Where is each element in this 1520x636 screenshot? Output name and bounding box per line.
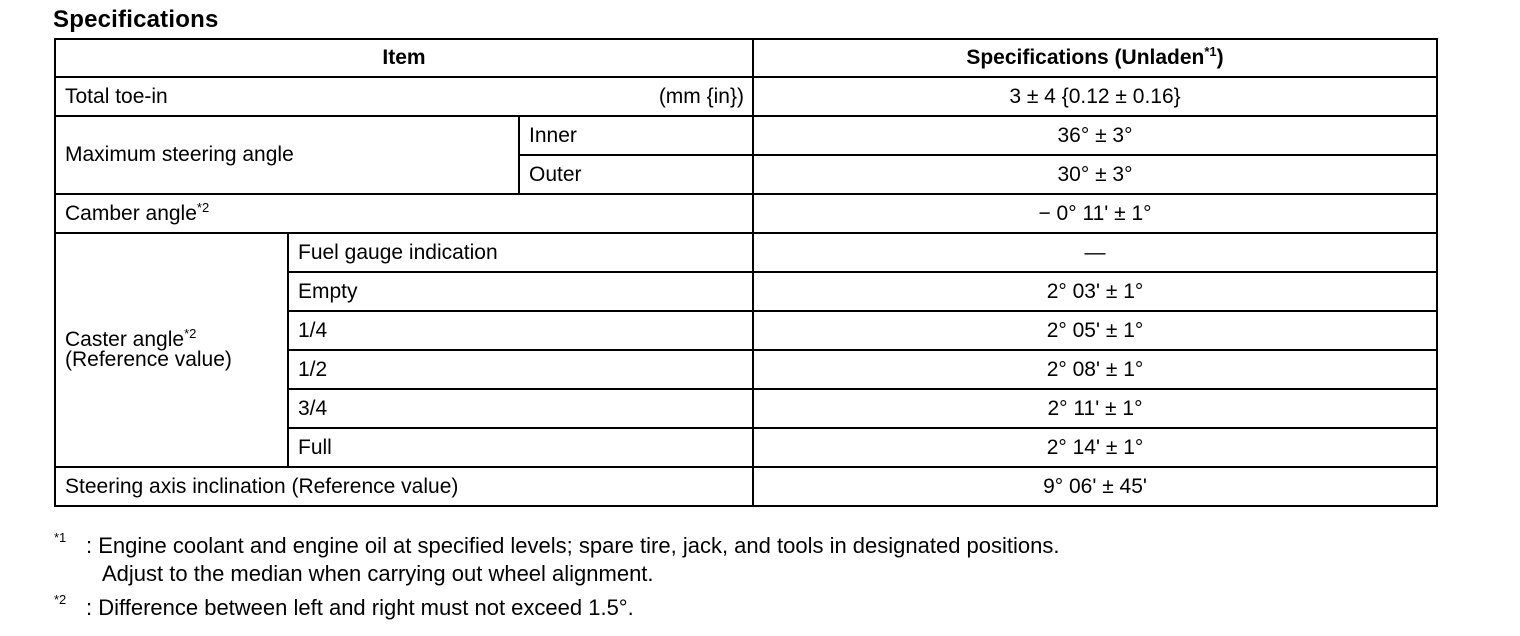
table-header-row	[55, 39, 1437, 77]
footnotes	[54, 532, 1060, 622]
caster-label-reference: (Reference value)	[65, 348, 232, 371]
camber-label-cell	[55, 194, 753, 233]
footnote-2-mark-text: *2	[54, 592, 67, 607]
header-spec-close: )	[1216, 46, 1224, 69]
axis-inclination-label: Steering axis inclination (Reference value)	[55, 467, 753, 506]
footnote-1	[54, 532, 1060, 588]
footnote-2-line1: : Difference between left and right must not exceed 1.5°.	[86, 595, 634, 620]
footnote-1-line1: : Engine coolant and engine oil at specified levels; spare tire, jack, and tools in designated positions.	[86, 533, 1060, 558]
table-row	[55, 116, 1437, 155]
header-spec-text: Specifications (Unladen	[966, 46, 1205, 69]
page-title: Specifications	[53, 6, 219, 33]
steering-angle-label: Maximum steering angle	[55, 116, 519, 194]
header-specifications	[753, 39, 1437, 77]
specifications-table	[54, 38, 1438, 507]
table-row	[55, 233, 1437, 272]
footnote-1-mark-text: *1	[54, 530, 67, 545]
footnote-2-mark	[54, 594, 66, 622]
caster-sub-label: 1/2	[288, 350, 753, 389]
footnote-1-line2: Adjust to the median when carrying out wheel alignment.	[102, 561, 654, 586]
steering-inner-label: Inner	[519, 116, 753, 155]
steering-outer-label: Outer	[519, 155, 753, 194]
caster-sub-value: 2° 08' ± 1°	[753, 350, 1437, 389]
footnote-2	[54, 594, 1060, 622]
footnote-1-mark	[54, 532, 66, 560]
caster-sub-label: 1/4	[288, 311, 753, 350]
axis-inclination-value: 9° 06' ± 45'	[753, 467, 1437, 506]
caster-sub-value: 2° 14' ± 1°	[753, 428, 1437, 467]
steering-inner-value: 36° ± 3°	[753, 116, 1437, 155]
caster-sub-value: 2° 05' ± 1°	[753, 311, 1437, 350]
caster-sub-label: 3/4	[288, 389, 753, 428]
toe-in-label-cell	[55, 77, 753, 116]
toe-in-value: 3 ± 4 {0.12 ± 0.16}	[753, 77, 1437, 116]
header-spec-footnote-mark: *1	[1204, 44, 1217, 59]
caster-sub-label: Full	[288, 428, 753, 467]
caster-sub-value: 2° 03' ± 1°	[753, 272, 1437, 311]
toe-in-label: Total toe-in	[65, 84, 168, 108]
table-row	[55, 467, 1437, 506]
caster-label: Caster angle	[65, 328, 185, 351]
camber-value: − 0° 11' ± 1°	[753, 194, 1437, 233]
camber-label: Camber angle	[65, 201, 197, 225]
header-item: Item	[55, 39, 753, 77]
caster-footnote-mark: *2	[184, 326, 197, 341]
caster-sub-label: Fuel gauge indication	[288, 233, 753, 272]
table-row	[55, 194, 1437, 233]
caster-sub-label: Empty	[288, 272, 753, 311]
steering-outer-value: 30° ± 3°	[753, 155, 1437, 194]
table-row	[55, 77, 1437, 116]
caster-sub-value: —	[753, 233, 1437, 272]
caster-label-cell	[55, 233, 288, 467]
toe-in-unit: (mm {in})	[658, 84, 744, 108]
caster-sub-value: 2° 11' ± 1°	[753, 389, 1437, 428]
camber-footnote-mark: *2	[196, 199, 210, 215]
